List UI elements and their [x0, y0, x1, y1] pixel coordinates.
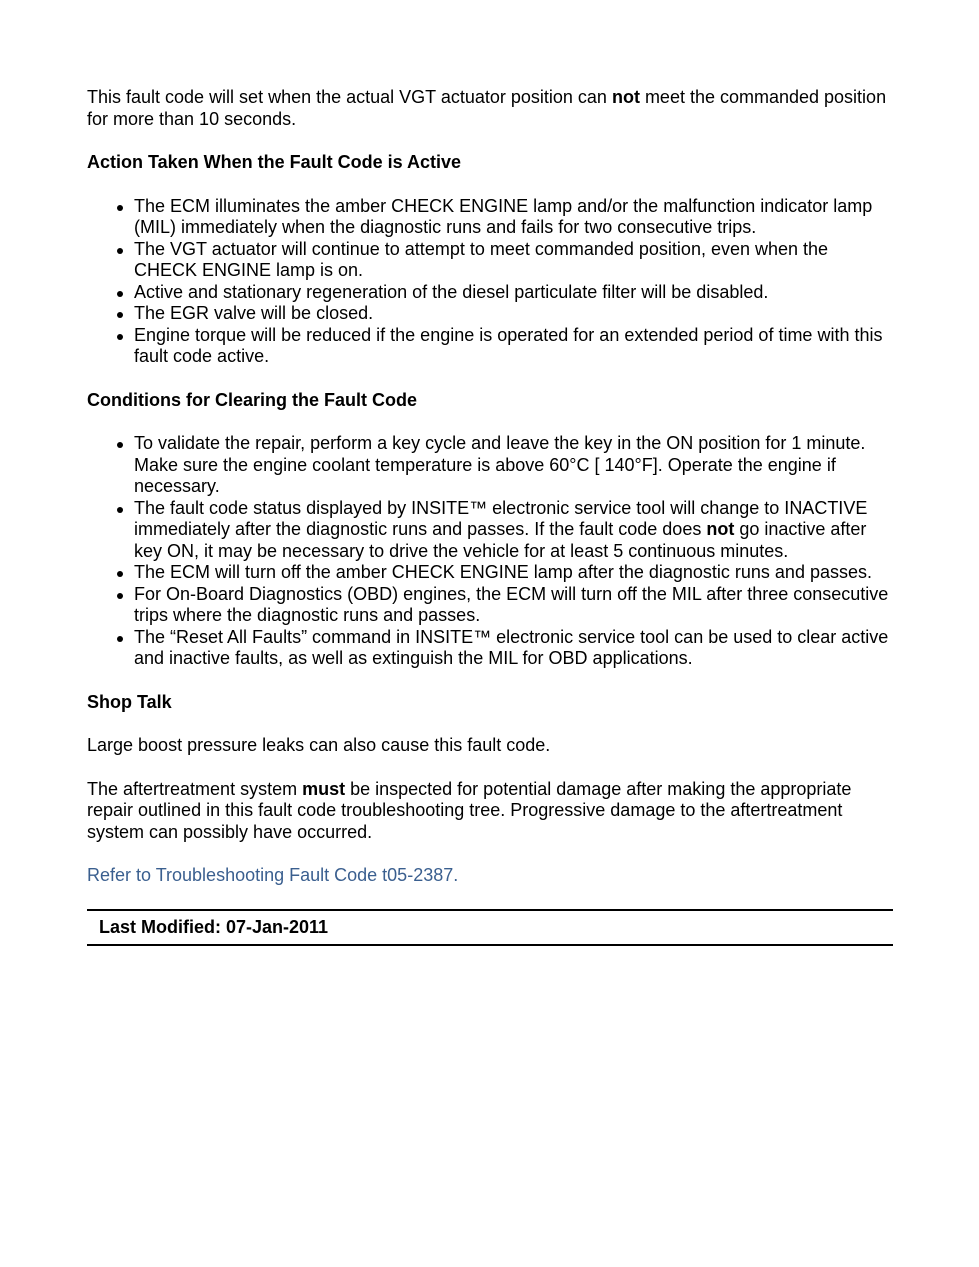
intro-paragraph	[87, 87, 893, 130]
last-modified-label: Last Modified: 07-Jan-2011	[99, 916, 329, 937]
clearing-item-text-before: The fault code status displayed by INSITE™ electronic service tool will change to INACTIVE immediately after the diagnostic runs and passes. If the fault code does	[134, 497, 868, 539]
document-page	[87, 87, 893, 946]
action-list	[87, 196, 893, 368]
clearing-item: For On-Board Diagnostics (OBD) engines, the ECM will turn off the MIL after three consecutive trips where the diagnostic runs and passes.	[134, 584, 893, 627]
shop-talk-paragraph: Large boost pressure leaks can also cause this fault code.	[87, 735, 551, 755]
intro-text-bold: not	[611, 87, 640, 107]
shop-talk-text-bold: must	[302, 778, 346, 799]
clearing-list	[87, 433, 893, 670]
shop-talk-text-after: be inspected for potential damage after making the appropriate repair outlined in this fault code troubleshooting tree. Progressive damage to the aftertreatment system can possibly have occurred.	[87, 778, 852, 842]
shop-talk-text-before: The aftertreatment system	[87, 778, 303, 799]
intro-text-before: This fault code will set when the actual VGT actuator position can	[87, 87, 612, 107]
action-heading: Action Taken When the Fault Code is Active	[87, 152, 462, 172]
clearing-item	[134, 498, 893, 563]
clearing-item: The “Reset All Faults” command in INSITE™ electronic service tool can be used to clear active and inactive faults, as well as extinguish the MIL for OBD applications.	[134, 627, 893, 670]
clearing-heading: Conditions for Clearing the Fault Code	[87, 389, 417, 410]
clearing-item-text-bold: not	[706, 519, 735, 539]
reference-link[interactable]: Refer to Troubleshooting Fault Code t05-2387.	[87, 865, 459, 885]
action-item: The EGR valve will be closed.	[134, 303, 893, 325]
action-item: The ECM illuminates the amber CHECK ENGINE lamp and/or the malfunction indicator lamp (MIL) immediately when the diagnostic runs and fails for two consecutive trips.	[134, 196, 893, 239]
action-item: Active and stationary regeneration of the diesel particulate filter will be disabled.	[134, 282, 893, 304]
action-item: Engine torque will be reduced if the engine is operated for an extended period of time with this fault code active.	[134, 325, 893, 368]
clearing-item: The ECM will turn off the amber CHECK ENGINE lamp after the diagnostic runs and passes.	[134, 562, 893, 584]
intro-text-after: meet the commanded position for more than 10 seconds.	[87, 87, 887, 129]
shop-talk-heading: Shop Talk	[87, 691, 172, 712]
clearing-item: To validate the repair, perform a key cycle and leave the key in the ON position for 1 minute. Make sure the engine coolant temperature is above 60°C [ 140°F]. Operate the engine if necessary.	[134, 433, 893, 498]
action-item: The VGT actuator will continue to attempt to meet commanded position, even when the CHECK ENGINE lamp is on.	[134, 239, 893, 282]
shop-talk-paragraph	[87, 779, 893, 844]
clearing-item-text-after: go inactive after key ON, it may be necessary to drive the vehicle for at least 5 continuous minutes.	[134, 519, 867, 561]
footer-bar	[87, 909, 893, 947]
reference-paragraph	[87, 865, 893, 887]
